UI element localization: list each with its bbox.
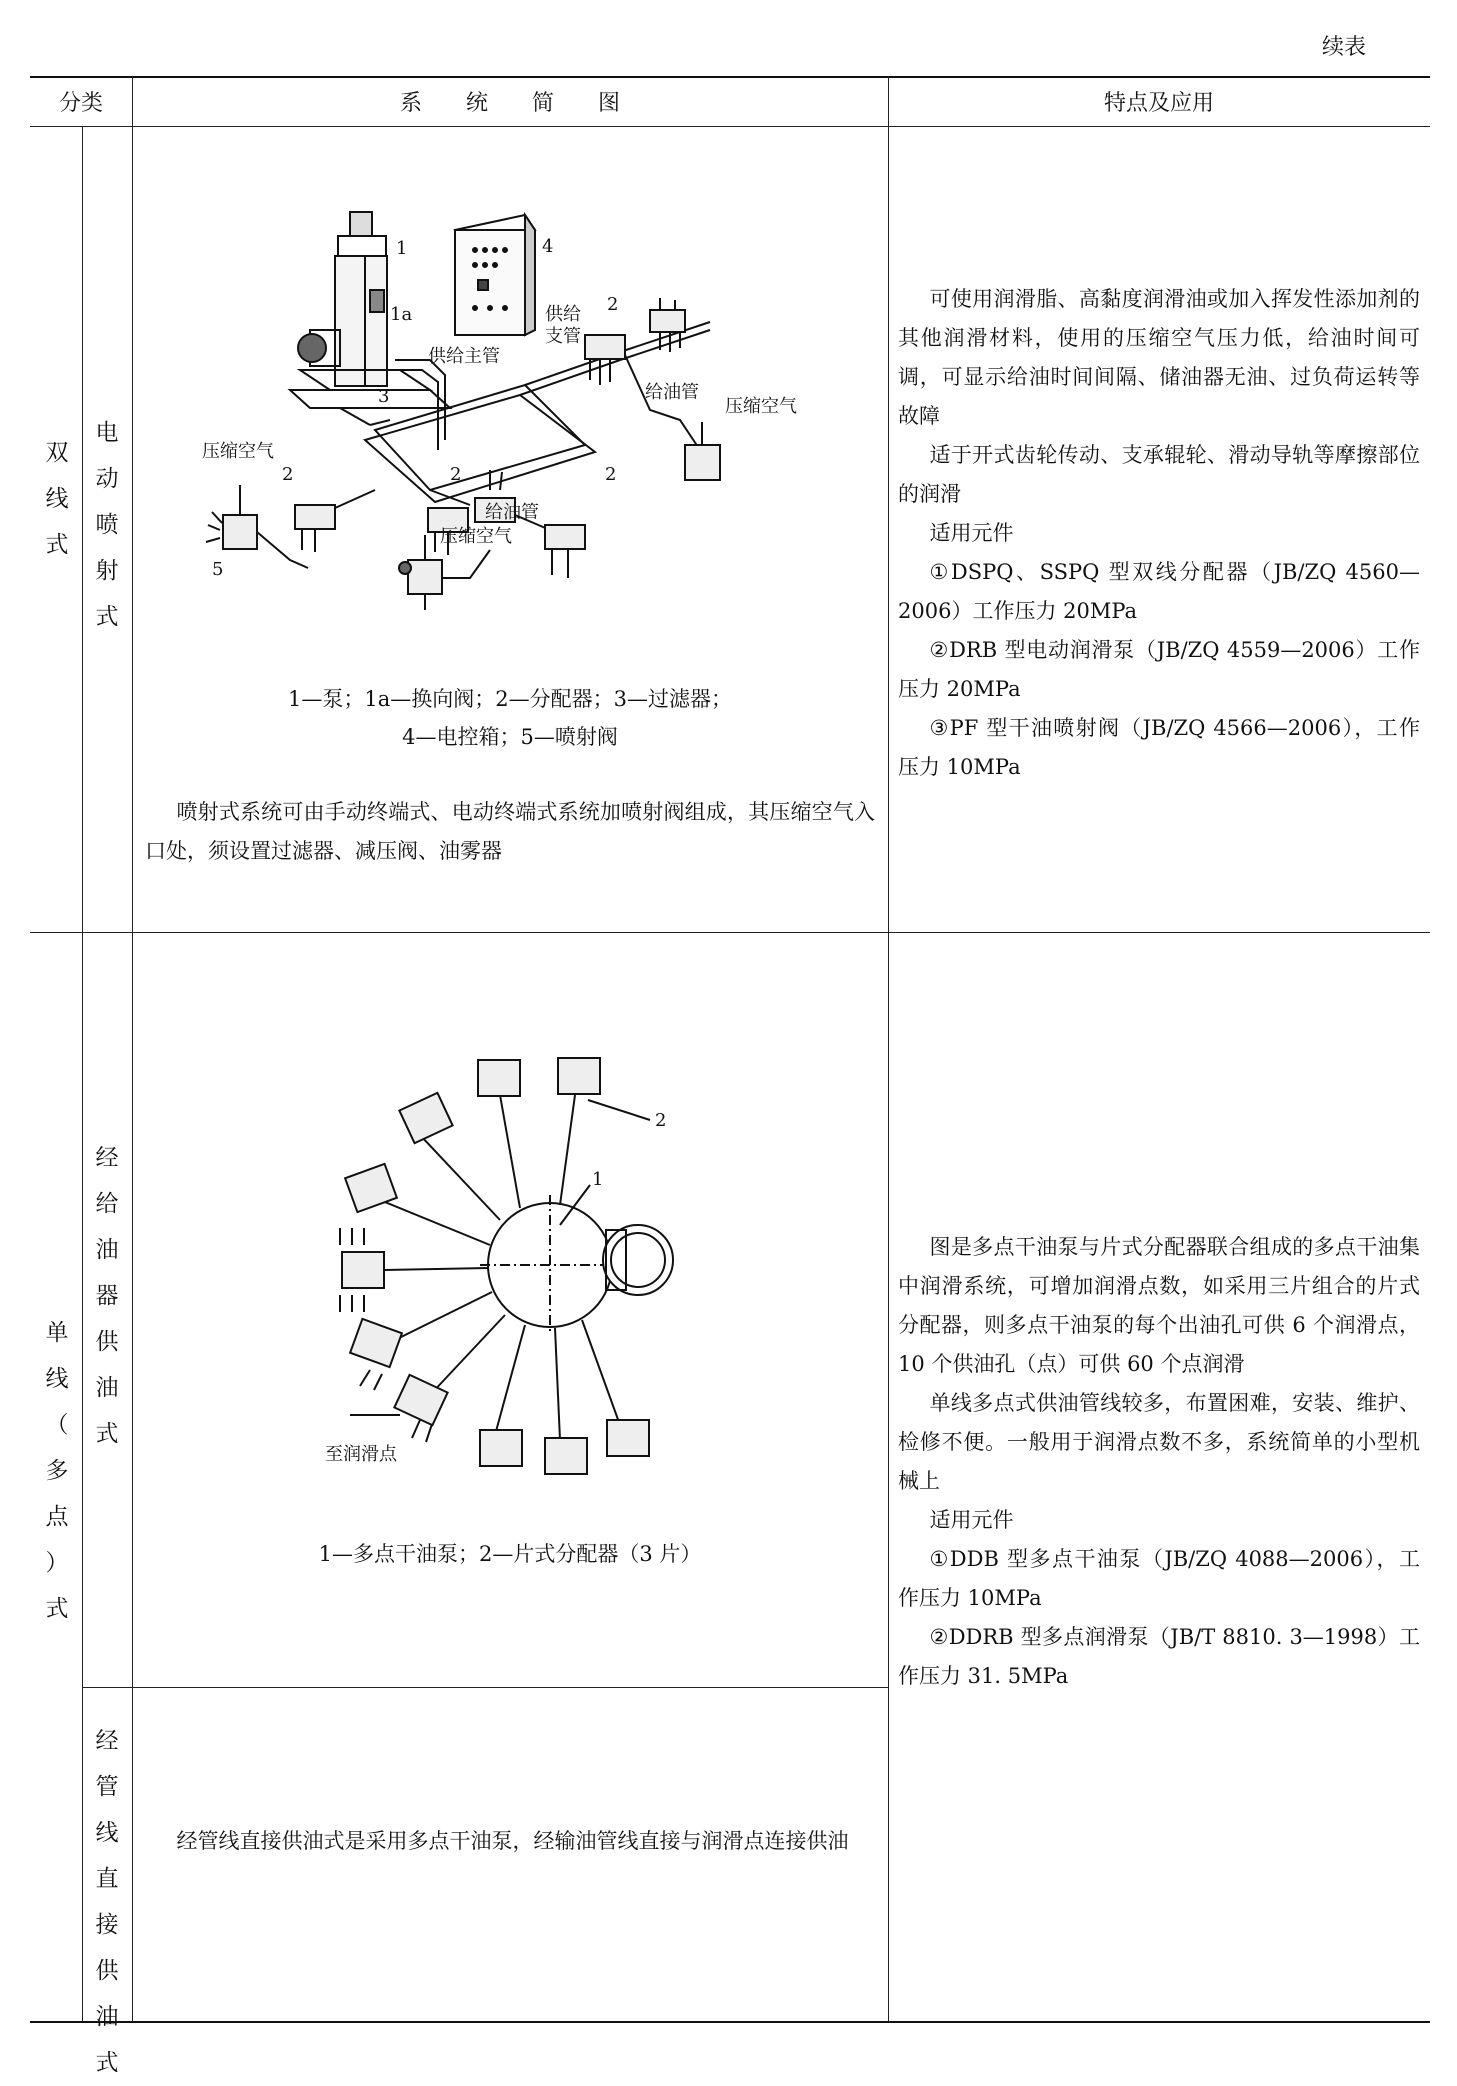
table-top-rule — [30, 76, 1430, 78]
subtype-direct-pipeline: 经 管 线 直 接 供 油 式 — [95, 1728, 119, 2076]
label-2-top: 2 — [607, 294, 619, 315]
subtype-via-feeder: 经 给 油 器 供 油 式 — [95, 1145, 119, 1447]
col-divider-1 — [132, 76, 133, 2021]
section1-features — [898, 280, 1420, 787]
label-2-right: 2 — [605, 464, 617, 485]
feature-text: 适用元件 — [929, 521, 1014, 545]
continued-label: 续表 — [1322, 35, 1367, 60]
table-bottom-rule — [30, 2021, 1430, 2023]
feature-text: 可使用润滑脂、高黏度润滑油或加入挥发性添加剂的其他润滑材料，使用的压缩空气压力低，给油时间可调，可显示给油时间间隔、储油器无油、过负荷运转等故障 — [898, 287, 1420, 428]
feature-text: 单线多点式供油管线较多，布置困难，安装、维护、检修不便。一般用于润滑点数不多，系统简单的小型机械上 — [898, 1391, 1420, 1493]
header-diagram: 系 统 简 图 — [399, 91, 620, 116]
label-air-1: 压缩空气 — [725, 396, 797, 417]
label-distributor-2: 2 — [655, 1110, 667, 1131]
feature-text: 图是多点干油泵与片式分配器联合组成的多点干油集中润滑系统，可增加润滑点数，如采用三片组合的片式分配器，则多点干油泵的每个出油孔可供 6 个润滑点，10 个供油孔（点）可供 60 个点润滑 — [898, 1235, 1420, 1376]
header-features: 特点及应用 — [1103, 91, 1214, 116]
category-double-line: 双 线 式 — [45, 440, 69, 558]
label-2-left: 2 — [282, 464, 294, 485]
jet-system-diagram — [190, 190, 850, 630]
feature-text: ①DDB 型多点干油泵（JB/ZQ 4088—2006），工作压力 10MPa — [898, 1547, 1420, 1610]
multipoint-pump-diagram — [320, 1040, 720, 1500]
label-air-3: 压缩空气 — [440, 526, 512, 547]
label-1a: 1a — [390, 304, 413, 325]
col-divider-sub — [82, 126, 83, 2021]
label-3: 3 — [378, 386, 390, 407]
feature-text: 适用元件 — [929, 1508, 1014, 1532]
diagram1-caption: 1—泵；1a—换向阀；2—分配器；3—过滤器； 4—电控箱；5—喷射阀 — [288, 687, 732, 749]
section2-note-b: 经管线直接供油式是采用多点干油泵，经输油管线直接与润滑点连接供油 — [176, 1829, 849, 1853]
label-supply-branch-1: 供给 — [545, 304, 581, 325]
diagram2-caption: 1—多点干油泵；2—片式分配器（3 片） — [318, 1542, 702, 1566]
label-oil-pipe-1: 给油管 — [645, 382, 699, 403]
label-to-points: 至润滑点 — [325, 1444, 397, 1465]
category-single-line: 单 线 （ 多 点 ） 式 — [45, 1320, 69, 1622]
feature-text: ②DRB 型电动润滑泵（JB/ZQ 4559—2006）工作压力 20MPa — [898, 638, 1420, 701]
section-divider — [30, 932, 1430, 933]
header-category: 分类 — [58, 91, 103, 116]
label-air-2: 压缩空气 — [202, 441, 274, 462]
label-supply-main: 供给主管 — [428, 346, 500, 367]
feature-text: ①DSPQ、SSPQ 型双线分配器（JB/ZQ 4560—2006）工作压力 20MPa — [898, 560, 1420, 623]
header-rule — [30, 126, 1430, 127]
label-5: 5 — [212, 559, 224, 580]
section1-note: 喷射式系统可由手动终端式、电动终端式系统加喷射阀组成，其压缩空气入口处，须设置过滤器、减压阀、油雾器 — [145, 800, 875, 863]
label-2-mid: 2 — [450, 464, 462, 485]
feature-text: ②DDRB 型多点润滑泵（JB/T 8810. 3—1998）工作压力 31. 5MPa — [898, 1625, 1420, 1688]
feature-text: ③PF 型干油喷射阀（JB/ZQ 4566—2006），工作压力 10MPa — [898, 716, 1420, 779]
label-1: 1 — [396, 238, 408, 259]
subtype-divider — [82, 1687, 888, 1688]
label-oil-pipe-2: 给油管 — [485, 502, 539, 523]
section2-features — [898, 1228, 1420, 1696]
label-supply-branch-2: 支管 — [545, 326, 581, 347]
col-divider-2 — [888, 76, 889, 2021]
subtype-electric-jet: 电 动 喷 射 式 — [95, 420, 119, 630]
label-4: 4 — [542, 236, 554, 257]
label-pump-1: 1 — [592, 1169, 604, 1190]
feature-text: 适于开式齿轮传动、支承辊轮、滑动导轨等摩擦部位的润滑 — [898, 443, 1420, 506]
